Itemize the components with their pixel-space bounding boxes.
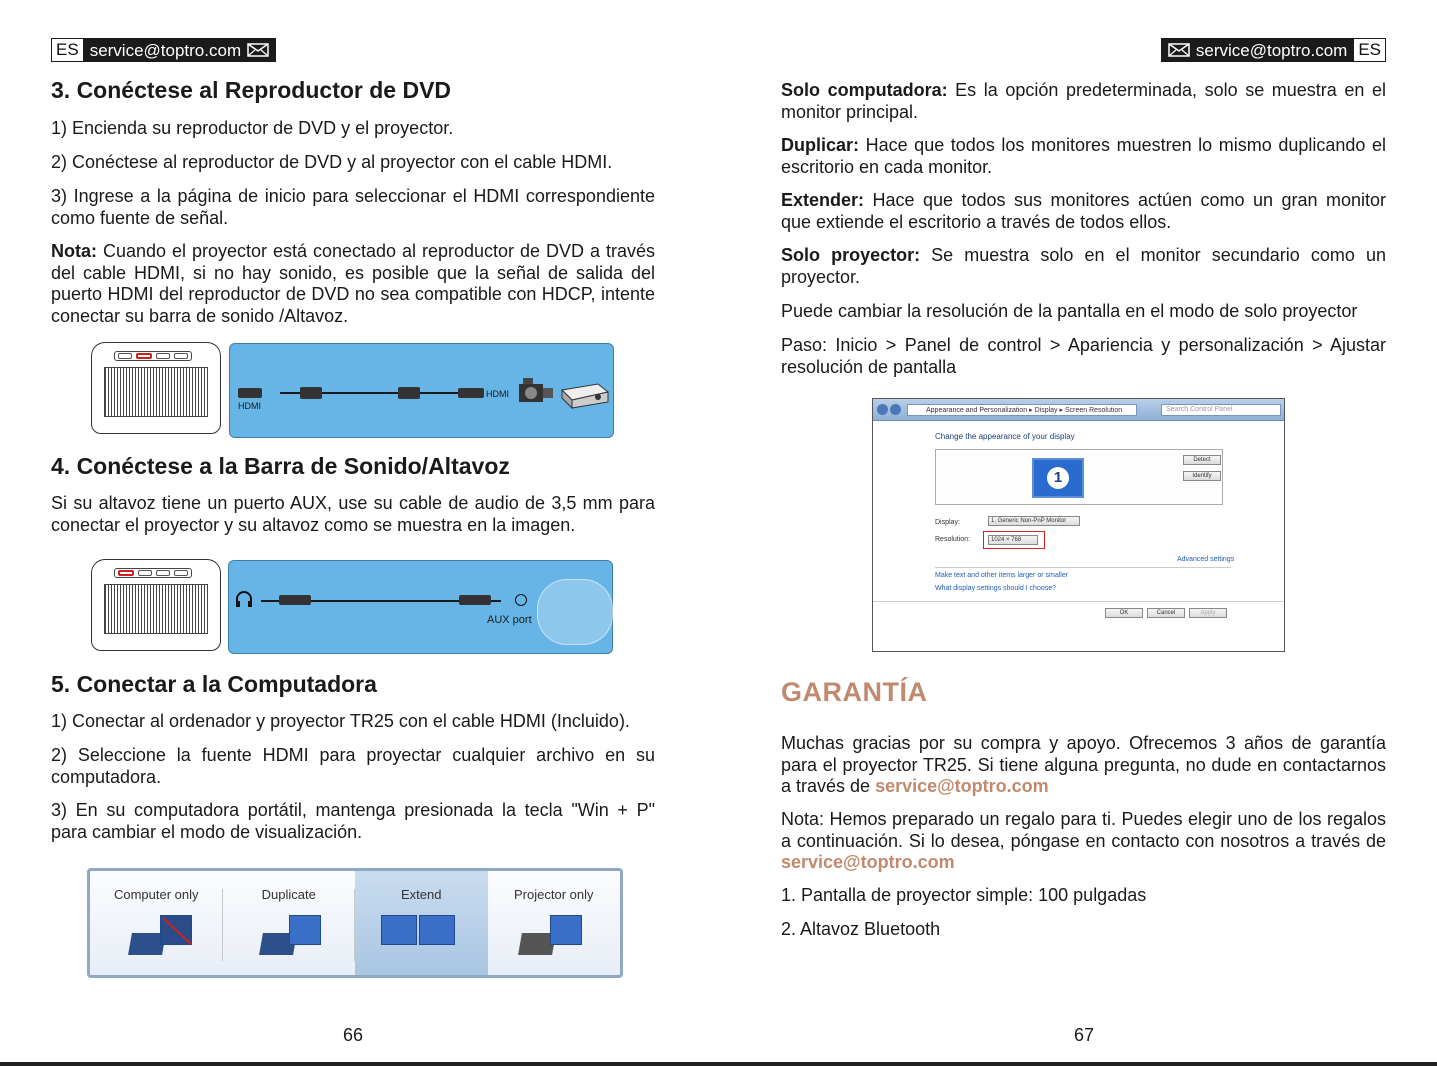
monitor-icon <box>289 915 321 945</box>
page-number-left: 66 <box>343 1025 364 1045</box>
hdmi-label-left: HDMI <box>238 401 261 411</box>
display-label: Display: <box>935 519 960 526</box>
monitor-icon <box>550 915 582 945</box>
dialog-heading: Change the appearance of your display <box>935 432 1075 441</box>
duplicar-text: Duplicar: Hace que todos los monitores muestren lo mismo duplicando el escritorio en cada monitor. <box>781 135 1386 177</box>
aux-port-icon <box>515 594 527 606</box>
bottom-rule <box>0 1062 1437 1066</box>
section4-title: 4. Conéctese a la Barra de Sonido/Altavoz <box>51 453 510 479</box>
path-text: Paso: Inicio > Panel de control > Apariencia y personalización > Ajustar resolución de pantalla <box>781 335 1386 377</box>
page-left <box>0 0 718 1066</box>
solo-proyector-text: Solo proyector: Se muestra solo en el monitor secundario como un proyector. <box>781 245 1386 287</box>
display-mode-selector <box>87 868 623 978</box>
language-label: ES <box>52 39 84 61</box>
monitor-right-icon <box>419 915 455 945</box>
section5-step2: 2) Seleccione la fuente HDMI para proyectar cualquier archivo en su computadora. <box>51 745 655 787</box>
section3-step3: 3) Ingrese a la página de inicio para seleccionar el HDMI correspondiente como fuente de señal. <box>51 186 655 228</box>
identify-button[interactable]: Identify <box>1183 471 1221 481</box>
header-tag <box>51 38 276 62</box>
mode-label: Projector only <box>514 887 594 902</box>
speaker-illustration <box>537 579 613 645</box>
ok-button[interactable]: OK <box>1105 608 1143 618</box>
monitor-preview-area <box>935 449 1223 505</box>
screen-resolution-dialog <box>872 398 1285 652</box>
monitor-off-icon <box>160 915 192 945</box>
projector-illustration-aux <box>91 559 221 651</box>
forward-icon[interactable] <box>890 404 901 415</box>
envelope-icon <box>247 43 269 57</box>
monitor-left-icon <box>381 915 417 945</box>
display-select[interactable]: 1. Generic Non-PnP Monitor <box>988 516 1080 526</box>
page-right <box>718 0 1437 1066</box>
section3-title: 3. Conéctese al Reproductor de DVD <box>51 77 452 103</box>
section5-step3: 3) En su computadora portátil, mantenga presionada la tecla "Win + P" para cambiar el modo de visualización. <box>51 800 655 842</box>
section3-step2: 2) Conéctese al reproductor de DVD y al proyector con el cable HDMI. <box>51 152 613 172</box>
advanced-settings-link[interactable]: Advanced settings <box>1177 556 1235 563</box>
display-help-link[interactable]: What display settings should I choose? <box>935 585 1057 592</box>
page-number-right: 67 <box>1074 1025 1095 1045</box>
mode-label: Duplicate <box>261 887 316 902</box>
address-bar[interactable]: Appearance and Personalization ▸ Display ▸ Screen Resolution <box>907 404 1137 416</box>
search-input[interactable]: Search Control Panel <box>1161 404 1281 416</box>
section4-text: Si su altavoz tiene un puerto AUX, use su cable de audio de 3,5 mm para conectar el proyector y su altavoz como se muestra en la imagen. <box>51 493 655 535</box>
projector-illustration <box>91 342 221 434</box>
hdmi-label-right: HDMI <box>486 389 509 399</box>
back-icon[interactable] <box>877 404 888 415</box>
resolution-select[interactable]: 1024 × 768 <box>988 535 1038 545</box>
mode-computer-only[interactable] <box>90 871 223 975</box>
garantia-text: Muchas gracias por su compra y apoyo. Ofrecemos 3 años de garantía para el proyector TR25. Si tiene alguna pregunta, no dude en contactarnos a través de service@toptro.com <box>781 733 1386 796</box>
resolution-highlight <box>983 531 1045 549</box>
header-email: service@toptro.com <box>1195 40 1348 60</box>
solo-computadora-text: Solo computadora: Es la opción predeterminada, solo se muestra en el monitor principal. <box>781 80 1386 122</box>
camera-icon <box>515 374 555 410</box>
resolution-text: Puede cambiar la resolución de la pantalla en el modo de solo proyector <box>781 301 1358 321</box>
envelope-icon <box>1168 43 1190 57</box>
apply-button[interactable]: Apply <box>1189 608 1227 618</box>
extender-text: Extender: Hace que todos sus monitores actúen como un gran monitor que extiende el escritorio a través de todos ellos. <box>781 190 1386 232</box>
email-link[interactable]: service@toptro.com <box>781 852 955 872</box>
text-size-link[interactable]: Make text and other items larger or smaller <box>935 572 1069 579</box>
hdmi-connection-panel <box>229 343 614 438</box>
section5-title: 5. Conectar a la Computadora <box>51 671 377 697</box>
dvd-player-icon <box>558 380 610 410</box>
header-email: service@toptro.com <box>89 40 242 60</box>
gift-2: 2. Altavoz Bluetooth <box>781 919 941 939</box>
mode-label: Computer only <box>113 887 199 902</box>
note-text: Cuando el proyector está conectado al reproductor de DVD a través del cable HDMI, si no hay sonido, es posible que la señal de salida del puerto HDMI del reproductor de DVD no sea compatible con HDCP, intente conectar su barra de sonido /Altavoz. <box>51 241 655 326</box>
mode-duplicate[interactable] <box>223 871 356 975</box>
aux-connection-panel <box>228 560 613 654</box>
detect-button[interactable]: Detect <box>1183 455 1221 465</box>
aux-label: AUX port <box>487 614 532 626</box>
nota-text: Nota: Hemos preparado un regalo para ti. Puedes elegir uno de los regalos a continuación. Si lo desea, póngase en contacto con nosotros a través de service@toptro.com <box>781 809 1386 872</box>
section5-step1: 1) Conectar al ordenador y proyector TR25 con el cable HDMI (Incluido). <box>51 711 630 731</box>
section3-note <box>51 241 655 327</box>
note-label: Nota: <box>51 241 97 261</box>
header-tag <box>1161 38 1386 62</box>
monitor-1-icon[interactable]: 1 <box>1032 458 1084 498</box>
mode-projector-only[interactable] <box>488 871 621 975</box>
section3-step1: 1) Encienda su reproductor de DVD y el proyector. <box>51 118 454 138</box>
mode-extend[interactable] <box>355 871 488 975</box>
email-link[interactable]: service@toptro.com <box>875 776 1049 796</box>
cancel-button[interactable]: Cancel <box>1147 608 1185 618</box>
garantia-title: GARANTÍA <box>781 677 928 707</box>
language-label: ES <box>1353 39 1385 61</box>
resolution-label: Resolution: <box>935 536 971 543</box>
headphones-icon <box>235 591 253 607</box>
gift-1: 1. Pantalla de proyector simple: 100 pulgadas <box>781 885 1147 905</box>
mode-label: Extend <box>401 887 442 902</box>
